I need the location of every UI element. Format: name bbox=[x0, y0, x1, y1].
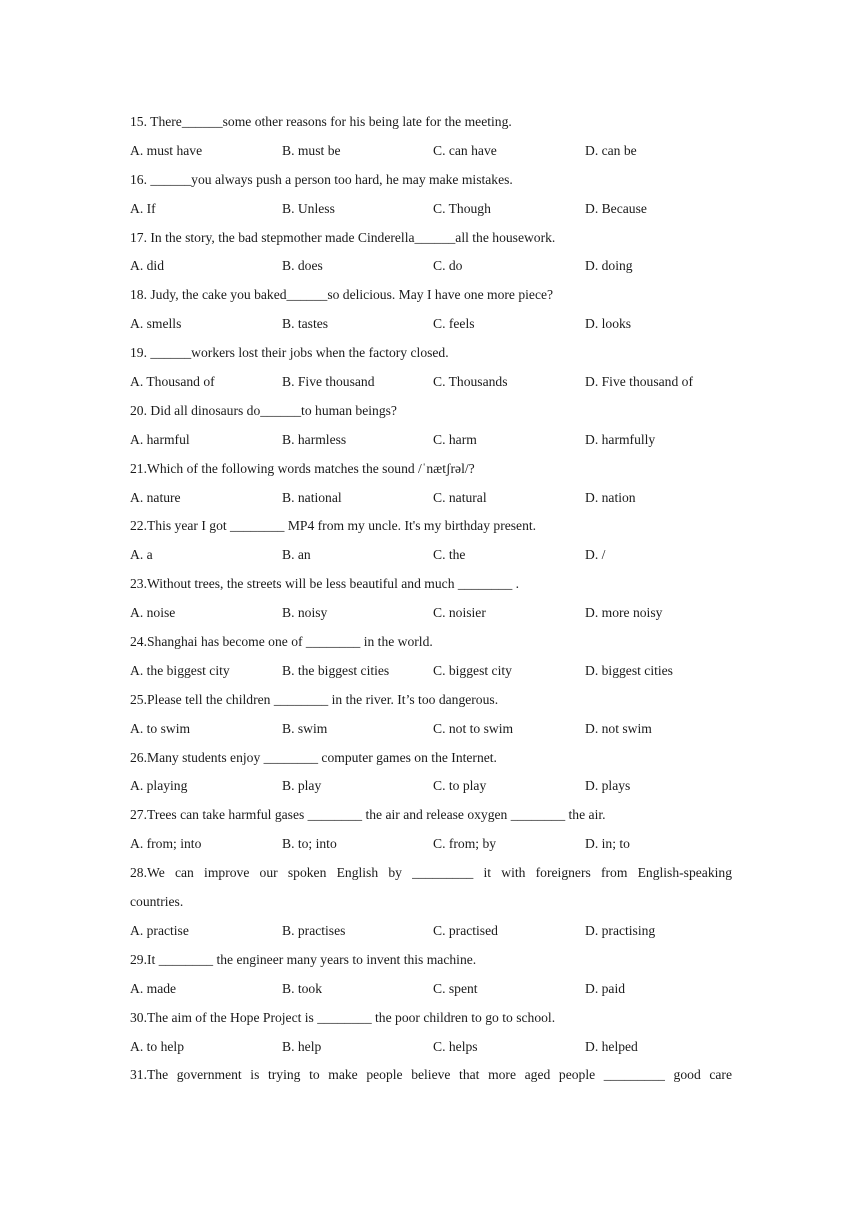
option-c: C. Thousands bbox=[433, 374, 508, 390]
option-a: A. noise bbox=[130, 605, 176, 621]
option-b: B. tastes bbox=[282, 316, 329, 332]
option-b: B. to; into bbox=[282, 836, 337, 852]
option-a: A. Thousand of bbox=[130, 374, 215, 390]
question-17 bbox=[130, 228, 732, 286]
option-d: D. doing bbox=[585, 258, 633, 274]
question-stem: 17. In the story, the bad stepmother made Cinderella______all the housework. bbox=[130, 229, 556, 245]
option-d: D. nation bbox=[585, 489, 636, 505]
option-d: D. harmfully bbox=[585, 431, 656, 447]
question-28 bbox=[130, 863, 732, 950]
question-29 bbox=[130, 950, 732, 1008]
option-d: D. Because bbox=[585, 200, 647, 216]
exam-page bbox=[130, 112, 732, 1094]
option-a: A. must have bbox=[130, 142, 203, 158]
option-b: B. help bbox=[282, 1038, 322, 1054]
option-c: C. from; by bbox=[433, 836, 497, 852]
option-d: D. looks bbox=[585, 316, 632, 332]
option-d: D. not swim bbox=[585, 720, 652, 736]
question-stem: 22.This year I got ________ MP4 from my uncle. It's my birthday present. bbox=[130, 518, 537, 534]
option-b: B. took bbox=[282, 980, 323, 996]
option-c: C. Though bbox=[433, 200, 491, 216]
question-stem: 29.It ________ the engineer many years to invent this machine. bbox=[130, 951, 477, 967]
question-stem: 28.We can improve our spoken English by _________ it with foreigners from English-speaking bbox=[130, 865, 732, 881]
option-d: D. paid bbox=[585, 980, 626, 996]
options-row bbox=[130, 314, 732, 343]
option-a: A. practise bbox=[130, 922, 189, 938]
question-stem: 23.Without trees, the streets will be less beautiful and much ________ . bbox=[130, 576, 520, 592]
question-15 bbox=[130, 112, 732, 170]
question-stem: 16. ______you always push a person too hard, he may make mistakes. bbox=[130, 171, 513, 187]
options-row bbox=[130, 661, 732, 690]
option-a: A. a bbox=[130, 547, 153, 563]
question-25 bbox=[130, 690, 732, 748]
option-b: B. play bbox=[282, 778, 322, 794]
option-b: B. Unless bbox=[282, 200, 335, 216]
options-row bbox=[130, 545, 732, 574]
options-row bbox=[130, 372, 732, 401]
option-b: B. harmless bbox=[282, 431, 347, 447]
option-b: B. an bbox=[282, 547, 311, 563]
option-d: D. biggest cities bbox=[585, 662, 673, 678]
option-c: C. feels bbox=[433, 316, 475, 332]
question-30 bbox=[130, 1008, 732, 1066]
options-row bbox=[130, 141, 732, 170]
question-18 bbox=[130, 285, 732, 343]
option-b: B. Five thousand bbox=[282, 374, 375, 390]
options-row bbox=[130, 719, 732, 748]
options-row bbox=[130, 199, 732, 228]
option-d: D. plays bbox=[585, 778, 631, 794]
question-22 bbox=[130, 516, 732, 574]
option-a: A. If bbox=[130, 200, 156, 216]
question-26 bbox=[130, 748, 732, 806]
option-a: A. did bbox=[130, 258, 164, 274]
option-c: C. helps bbox=[433, 1038, 478, 1054]
question-21 bbox=[130, 459, 732, 517]
option-c: C. harm bbox=[433, 431, 477, 447]
options-row bbox=[130, 488, 732, 517]
option-c: C. do bbox=[433, 258, 463, 274]
option-c: C. biggest city bbox=[433, 662, 512, 678]
question-23 bbox=[130, 574, 732, 632]
option-b: B. practises bbox=[282, 922, 346, 938]
option-a: A. from; into bbox=[130, 836, 202, 852]
options-row bbox=[130, 256, 732, 285]
option-c: C. spent bbox=[433, 980, 478, 996]
option-a: A. smells bbox=[130, 316, 182, 332]
option-c: C. practised bbox=[433, 922, 498, 938]
option-d: D. can be bbox=[585, 142, 637, 158]
question-16 bbox=[130, 170, 732, 228]
option-d: D. in; to bbox=[585, 836, 630, 852]
option-b: B. swim bbox=[282, 720, 328, 736]
question-24 bbox=[130, 632, 732, 690]
options-row bbox=[130, 834, 732, 863]
option-d: D. practising bbox=[585, 922, 656, 938]
question-stem: 15. There______some other reasons for his being late for the meeting. bbox=[130, 114, 512, 129]
options-row bbox=[130, 979, 732, 1008]
question-stem: 18. Judy, the cake you baked______so delicious. May I have one more piece? bbox=[130, 287, 554, 303]
options-row bbox=[130, 776, 732, 805]
option-d: D. more noisy bbox=[585, 605, 663, 621]
option-b: B. does bbox=[282, 258, 323, 274]
option-c: C. natural bbox=[433, 489, 487, 505]
option-a: A. the biggest city bbox=[130, 662, 230, 678]
question-stem: 20. Did all dinosaurs do______to human beings? bbox=[130, 402, 397, 418]
question-stem-continued: countries. bbox=[130, 894, 184, 910]
option-a: A. playing bbox=[130, 778, 188, 794]
option-b: B. must be bbox=[282, 142, 341, 158]
option-a: A. to swim bbox=[130, 720, 191, 736]
options-row bbox=[130, 921, 732, 950]
question-stem: 19. ______workers lost their jobs when the factory closed. bbox=[130, 345, 449, 361]
question-31 bbox=[130, 1065, 732, 1094]
question-stem: 31.The government is trying to make people believe that more aged people _________ good care bbox=[130, 1067, 732, 1083]
option-a: A. harmful bbox=[130, 431, 190, 447]
option-c: C. not to swim bbox=[433, 720, 514, 736]
option-b: B. the biggest cities bbox=[282, 662, 390, 678]
option-a: A. nature bbox=[130, 489, 181, 505]
option-b: B. noisy bbox=[282, 605, 328, 621]
options-row bbox=[130, 1037, 732, 1066]
option-c: C. to play bbox=[433, 778, 487, 794]
option-a: A. made bbox=[130, 980, 177, 996]
question-stem: 21.Which of the following words matches the sound /ˈnætʃrəl/? bbox=[130, 460, 475, 476]
option-c: C. the bbox=[433, 547, 466, 563]
options-row bbox=[130, 430, 732, 459]
option-d: D. Five thousand of bbox=[585, 374, 693, 390]
question-20 bbox=[130, 401, 732, 459]
option-c: C. noisier bbox=[433, 605, 486, 621]
question-stem: 27.Trees can take harmful gases ________ the air and release oxygen ________ the air. bbox=[130, 807, 606, 823]
option-a: A. to help bbox=[130, 1038, 184, 1054]
question-19 bbox=[130, 343, 732, 401]
question-27 bbox=[130, 805, 732, 863]
question-stem: 30.The aim of the Hope Project is ________ the poor children to go to school. bbox=[130, 1009, 556, 1025]
question-stem: 26.Many students enjoy ________ computer games on the Internet. bbox=[130, 749, 497, 765]
option-d: D. / bbox=[585, 547, 606, 563]
options-row bbox=[130, 603, 732, 632]
option-c: C. can have bbox=[433, 142, 497, 158]
question-stem: 24.Shanghai has become one of ________ in the world. bbox=[130, 634, 433, 650]
question-stem: 25.Please tell the children ________ in the river. It’s too dangerous. bbox=[130, 691, 499, 707]
option-b: B. national bbox=[282, 489, 342, 505]
option-d: D. helped bbox=[585, 1038, 638, 1054]
